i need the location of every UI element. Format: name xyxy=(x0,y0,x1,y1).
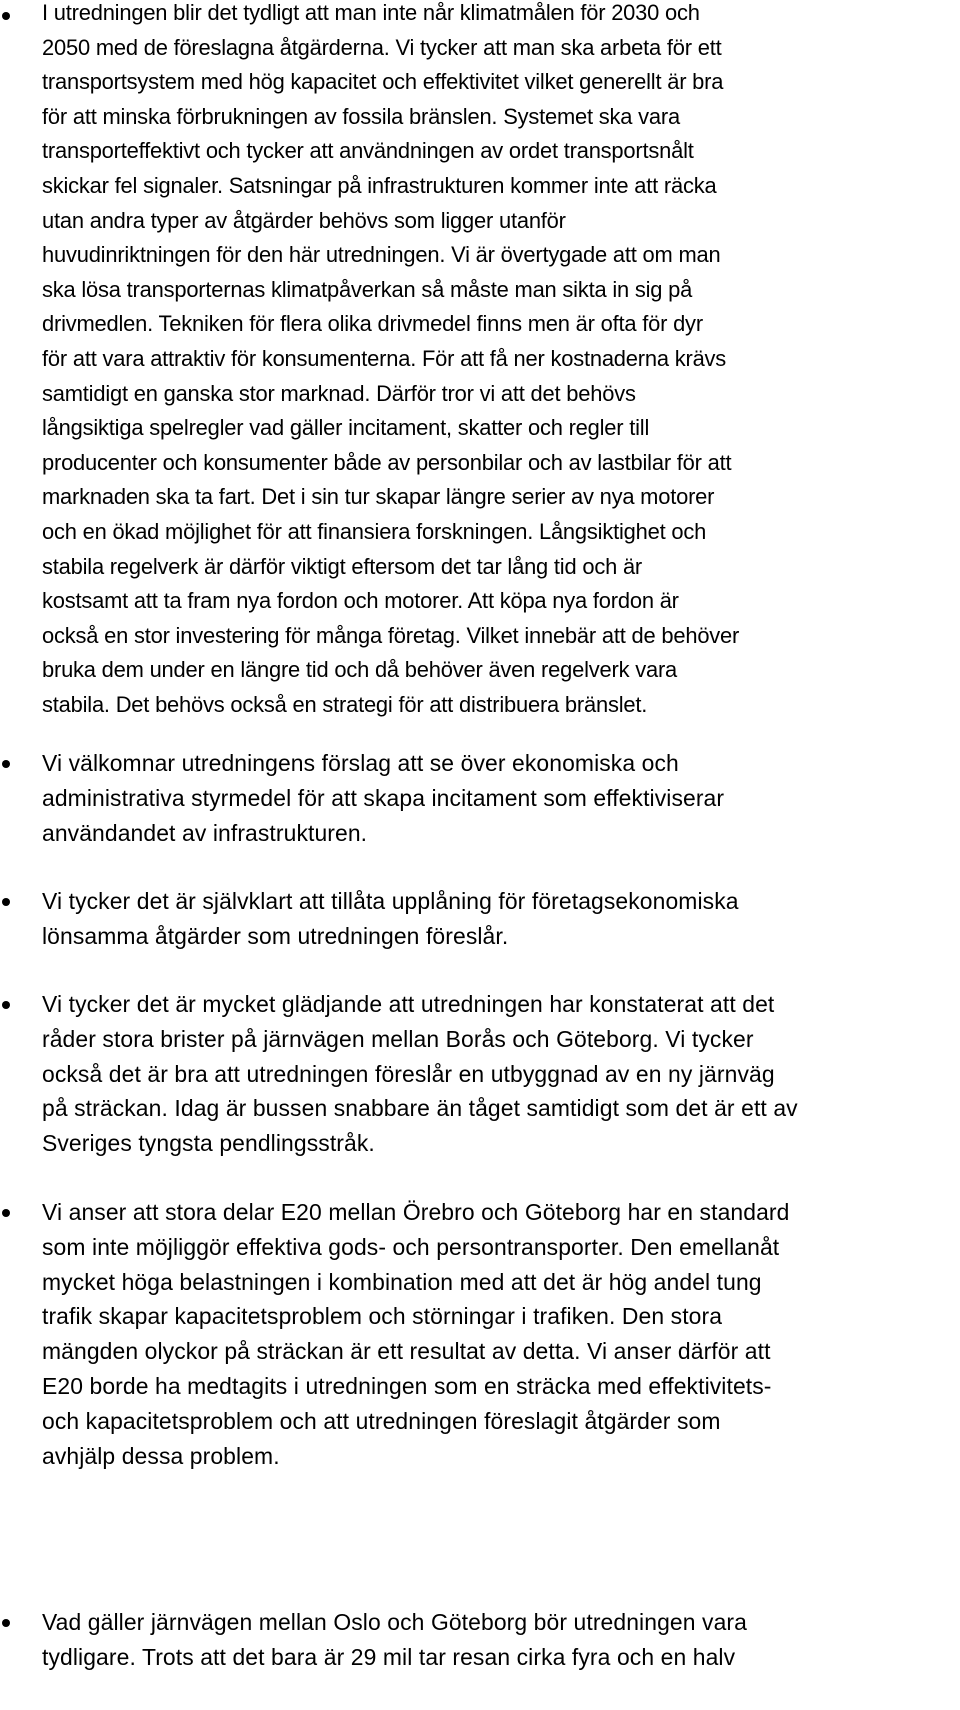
text-line: producenter och konsumenter både av personbilar och av lastbilar för att xyxy=(42,449,732,475)
text-line: marknaden ska ta fart. Det i sin tur skapar längre serier av nya motorer xyxy=(42,484,715,510)
text-line: Vi tycker det är mycket glädjande att utredningen har konstaterat att det xyxy=(42,991,775,1017)
text-line: Sveriges tyngsta pendlingsstråk. xyxy=(42,1130,375,1157)
text-line: trafik skapar kapacitetsproblem och störningar i trafiken. Den stora xyxy=(42,1303,723,1330)
text-line: också en stor investering för många företag. Vilket innebär att de behöver xyxy=(42,622,740,648)
text-line: avhjälp dessa problem. xyxy=(42,1442,280,1469)
text-line: som inte möjliggör effektiva gods- och persontransporter. Den emellanåt xyxy=(42,1233,780,1260)
text-line: E20 borde ha medtagits i utredningen som en sträcka med effektivitets- xyxy=(42,1372,772,1399)
bullet-paragraph xyxy=(42,746,960,850)
text-line: huvudinriktningen för den här utredningen. Vi är övertygade att om man xyxy=(42,242,721,268)
text-line: administrativa styrmedel för att skapa incitament som effektiviserar xyxy=(42,784,725,811)
text-line: stabila regelverk är därför viktigt eftersom det tar lång tid och är xyxy=(42,553,643,579)
bullet-icon xyxy=(2,898,10,906)
text-line: stabila. Det behövs också en strategi för att distribuera bränslet. xyxy=(42,691,648,717)
text-line: skickar fel signaler. Satsningar på infrastrukturen kommer inte att räcka xyxy=(42,172,717,198)
text-line: drivmedlen. Tekniken för flera olika drivmedel finns men är ofta för dyr xyxy=(42,311,703,337)
text-line: ska lösa transporternas klimatpåverkan så måste man sikta in sig på xyxy=(42,276,693,302)
text-line: Vi välkomnar utredningens förslag att se över ekonomiska och xyxy=(42,750,679,776)
text-line: utan andra typer av åtgärder behövs som ligger utanför xyxy=(42,207,566,233)
bullet-icon xyxy=(2,760,10,768)
bullet-paragraph xyxy=(42,884,960,954)
bullet-icon xyxy=(2,1209,10,1217)
text-line: 2050 med de föreslagna åtgärderna. Vi tycker att man ska arbeta för ett xyxy=(42,34,722,60)
text-line: Vi tycker det är självklart att tillåta upplåning för företagsekonomiska xyxy=(42,888,739,914)
text-line: Vad gäller järnvägen mellan Oslo och Göteborg bör utredningen vara xyxy=(42,1609,747,1635)
text-line: långsiktiga spelregler vad gäller incitament, skatter och regler till xyxy=(42,415,650,441)
text-line: I utredningen blir det tydligt att man inte når klimatmålen för 2030 och xyxy=(42,0,700,25)
text-line: kostsamt att ta fram nya fordon och motorer. Att köpa nya fordon är xyxy=(42,588,679,614)
bullet-icon xyxy=(2,12,10,20)
text-line: tydligare. Trots att det bara är 29 mil tar resan cirka fyra och en halv xyxy=(42,1643,736,1670)
bullet-paragraph xyxy=(42,1605,960,1675)
bullet-icon xyxy=(2,1619,10,1627)
text-line: bruka dem under en längre tid och då behöver även regelverk vara xyxy=(42,657,678,683)
text-line: användandet av infrastrukturen. xyxy=(42,819,368,846)
text-line: också det är bra att utredningen föreslår en utbyggnad av en ny järnväg xyxy=(42,1060,775,1087)
text-line: för att vara attraktiv för konsumenterna. För att få ner kostnaderna krävs xyxy=(42,345,727,371)
text-line: lönsamma åtgärder som utredningen föreslår. xyxy=(42,922,509,949)
text-line: för att minska förbrukningen av fossila bränslen. Systemet ska vara xyxy=(42,103,680,129)
text-line: och en ökad möjlighet för att finansiera forskningen. Långsiktighet och xyxy=(42,518,707,544)
bullet-paragraph xyxy=(42,1195,960,1473)
bullet-paragraph xyxy=(42,987,960,1161)
text-line: transportsystem med hög kapacitet och effektivitet vilket generellt är bra xyxy=(42,69,724,95)
text-line: och kapacitetsproblem och att utredningen föreslagit åtgärder som xyxy=(42,1407,721,1434)
text-line: transporteffektivt och tycker att användningen av ordet transportsnålt xyxy=(42,138,694,164)
text-line: på sträckan. Idag är bussen snabbare än tåget samtidigt som det är ett av xyxy=(42,1095,798,1122)
text-line: mängden olyckor på sträckan är ett resultat av detta. Vi anser därför att xyxy=(42,1338,771,1365)
text-line: samtidigt en ganska stor marknad. Därför tror vi att det behövs xyxy=(42,380,636,406)
bullet-paragraph xyxy=(42,0,960,722)
text-line: råder stora brister på järnvägen mellan Borås och Göteborg. Vi tycker xyxy=(42,1025,754,1052)
text-line: Vi anser att stora delar E20 mellan Örebro och Göteborg har en standard xyxy=(42,1199,790,1225)
text-line: mycket höga belastningen i kombination med att det är hög andel tung xyxy=(42,1268,762,1295)
bullet-icon xyxy=(2,1001,10,1009)
